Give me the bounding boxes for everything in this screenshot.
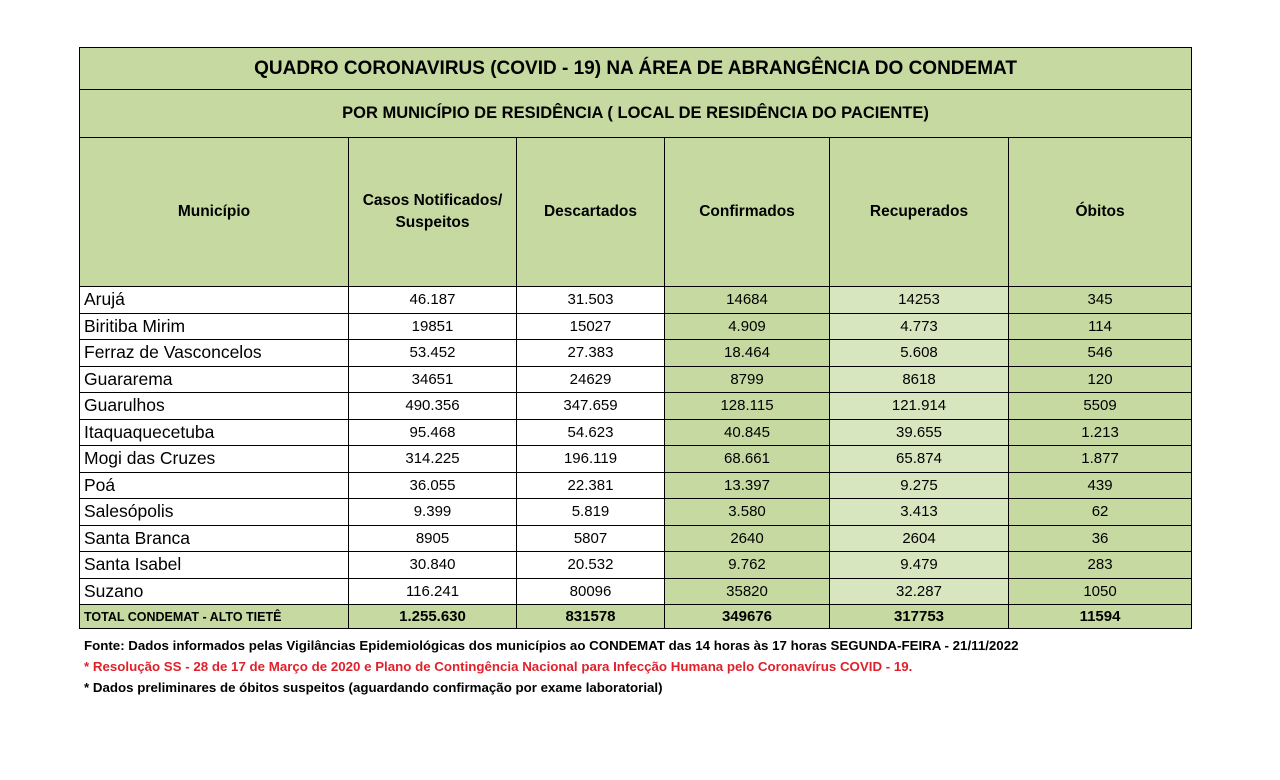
cell-obitos: 114 xyxy=(1009,313,1192,340)
cell-municipio: Santa Branca xyxy=(80,525,349,552)
cell-municipio: Arujá xyxy=(80,287,349,314)
total-casos: 1.255.630 xyxy=(349,605,517,629)
table-row xyxy=(80,578,1192,605)
cell-confirmados: 3.580 xyxy=(665,499,830,526)
cell-confirmados: 14684 xyxy=(665,287,830,314)
cell-descartados: 20.532 xyxy=(517,552,665,579)
cell-municipio: Mogi das Cruzes xyxy=(80,446,349,473)
cell-recuperados: 3.413 xyxy=(830,499,1009,526)
cell-casos: 36.055 xyxy=(349,472,517,499)
total-obitos: 11594 xyxy=(1009,605,1192,629)
cell-obitos: 120 xyxy=(1009,366,1192,393)
table-row xyxy=(80,499,1192,526)
header-casos xyxy=(349,138,517,287)
header-confirmados: Confirmados xyxy=(665,138,830,287)
cell-municipio: Guararema xyxy=(80,366,349,393)
header-recuperados: Recuperados xyxy=(830,138,1009,287)
cell-municipio: Biritiba Mirim xyxy=(80,313,349,340)
cell-obitos: 62 xyxy=(1009,499,1192,526)
cell-confirmados: 9.762 xyxy=(665,552,830,579)
cell-descartados: 196.119 xyxy=(517,446,665,473)
note-source: Fonte: Dados informados pelas Vigilâncias Epidemiológicas dos municípios ao CONDEMAT das 14 horas às 17 horas SEGUNDA-FEIRA - 21/11/2022 xyxy=(84,638,1019,653)
cell-recuperados: 14253 xyxy=(830,287,1009,314)
cell-recuperados: 9.275 xyxy=(830,472,1009,499)
cell-municipio: Poá xyxy=(80,472,349,499)
header-obitos: Óbitos xyxy=(1009,138,1192,287)
cell-casos: 46.187 xyxy=(349,287,517,314)
total-recuperados: 317753 xyxy=(830,605,1009,629)
cell-confirmados: 68.661 xyxy=(665,446,830,473)
cell-recuperados: 4.773 xyxy=(830,313,1009,340)
table-row xyxy=(80,393,1192,420)
table-row xyxy=(80,552,1192,579)
cell-descartados: 24629 xyxy=(517,366,665,393)
cell-confirmados: 35820 xyxy=(665,578,830,605)
cell-obitos: 439 xyxy=(1009,472,1192,499)
table-row xyxy=(80,287,1192,314)
cell-casos: 8905 xyxy=(349,525,517,552)
subtitle-row xyxy=(80,90,1192,138)
cell-descartados: 5807 xyxy=(517,525,665,552)
cell-casos: 19851 xyxy=(349,313,517,340)
table-row xyxy=(80,525,1192,552)
cell-descartados: 347.659 xyxy=(517,393,665,420)
cell-recuperados: 39.655 xyxy=(830,419,1009,446)
cell-casos: 34651 xyxy=(349,366,517,393)
note-resolution: * Resolução SS - 28 de 17 de Março de 2020 e Plano de Contingência Nacional para Infecção Humana pelo Coronavírus COVID - 19. xyxy=(84,659,913,674)
cell-descartados: 31.503 xyxy=(517,287,665,314)
table-row xyxy=(80,366,1192,393)
cell-municipio: Itaquaquecetuba xyxy=(80,419,349,446)
cell-obitos: 5509 xyxy=(1009,393,1192,420)
table-subtitle: POR MUNICÍPIO DE RESIDÊNCIA ( LOCAL DE RESIDÊNCIA DO PACIENTE) xyxy=(80,90,1192,138)
cell-casos: 30.840 xyxy=(349,552,517,579)
cell-municipio: Santa Isabel xyxy=(80,552,349,579)
cell-recuperados: 9.479 xyxy=(830,552,1009,579)
table-row xyxy=(80,340,1192,367)
total-confirmados: 349676 xyxy=(665,605,830,629)
notes xyxy=(79,635,1191,698)
total-row xyxy=(80,605,1192,629)
cell-obitos: 546 xyxy=(1009,340,1192,367)
table-title: QUADRO CORONAVIRUS (COVID - 19) NA ÁREA DE ABRANGÊNCIA DO CONDEMAT xyxy=(80,48,1192,90)
cell-confirmados: 18.464 xyxy=(665,340,830,367)
cell-confirmados: 128.115 xyxy=(665,393,830,420)
cell-obitos: 283 xyxy=(1009,552,1192,579)
header-casos-line2: Suspeitos xyxy=(395,214,470,231)
cell-obitos: 1.877 xyxy=(1009,446,1192,473)
header-casos-line1: Casos Notificados/ xyxy=(362,192,503,209)
table-body xyxy=(80,287,1192,605)
cell-obitos: 1050 xyxy=(1009,578,1192,605)
cell-casos: 9.399 xyxy=(349,499,517,526)
cell-descartados: 27.383 xyxy=(517,340,665,367)
cell-recuperados: 8618 xyxy=(830,366,1009,393)
cell-confirmados: 40.845 xyxy=(665,419,830,446)
cell-recuperados: 2604 xyxy=(830,525,1009,552)
cell-casos: 314.225 xyxy=(349,446,517,473)
cell-recuperados: 5.608 xyxy=(830,340,1009,367)
title-row xyxy=(80,48,1192,90)
cell-casos: 490.356 xyxy=(349,393,517,420)
cell-municipio: Salesópolis xyxy=(80,499,349,526)
cell-descartados: 22.381 xyxy=(517,472,665,499)
cell-municipio: Ferraz de Vasconcelos xyxy=(80,340,349,367)
cell-confirmados: 4.909 xyxy=(665,313,830,340)
cell-obitos: 1.213 xyxy=(1009,419,1192,446)
cell-confirmados: 13.397 xyxy=(665,472,830,499)
cell-descartados: 15027 xyxy=(517,313,665,340)
table-row xyxy=(80,472,1192,499)
note-preliminary: * Dados preliminares de óbitos suspeitos (aguardando confirmação por exame laboratorial) xyxy=(84,680,663,695)
cell-descartados: 80096 xyxy=(517,578,665,605)
header-descartados: Descartados xyxy=(517,138,665,287)
cell-descartados: 54.623 xyxy=(517,419,665,446)
cell-obitos: 36 xyxy=(1009,525,1192,552)
covid-table xyxy=(79,47,1192,629)
table-row xyxy=(80,446,1192,473)
cell-recuperados: 32.287 xyxy=(830,578,1009,605)
cell-confirmados: 2640 xyxy=(665,525,830,552)
cell-municipio: Guarulhos xyxy=(80,393,349,420)
cell-casos: 116.241 xyxy=(349,578,517,605)
column-header-row xyxy=(80,138,1192,287)
total-descartados: 831578 xyxy=(517,605,665,629)
covid-report xyxy=(79,47,1191,698)
cell-casos: 53.452 xyxy=(349,340,517,367)
cell-casos: 95.468 xyxy=(349,419,517,446)
table-row xyxy=(80,419,1192,446)
cell-recuperados: 121.914 xyxy=(830,393,1009,420)
cell-descartados: 5.819 xyxy=(517,499,665,526)
cell-municipio: Suzano xyxy=(80,578,349,605)
total-label: TOTAL CONDEMAT - ALTO TIETÊ xyxy=(80,605,349,629)
cell-confirmados: 8799 xyxy=(665,366,830,393)
cell-recuperados: 65.874 xyxy=(830,446,1009,473)
table-row xyxy=(80,313,1192,340)
cell-obitos: 345 xyxy=(1009,287,1192,314)
header-municipio: Município xyxy=(80,138,349,287)
